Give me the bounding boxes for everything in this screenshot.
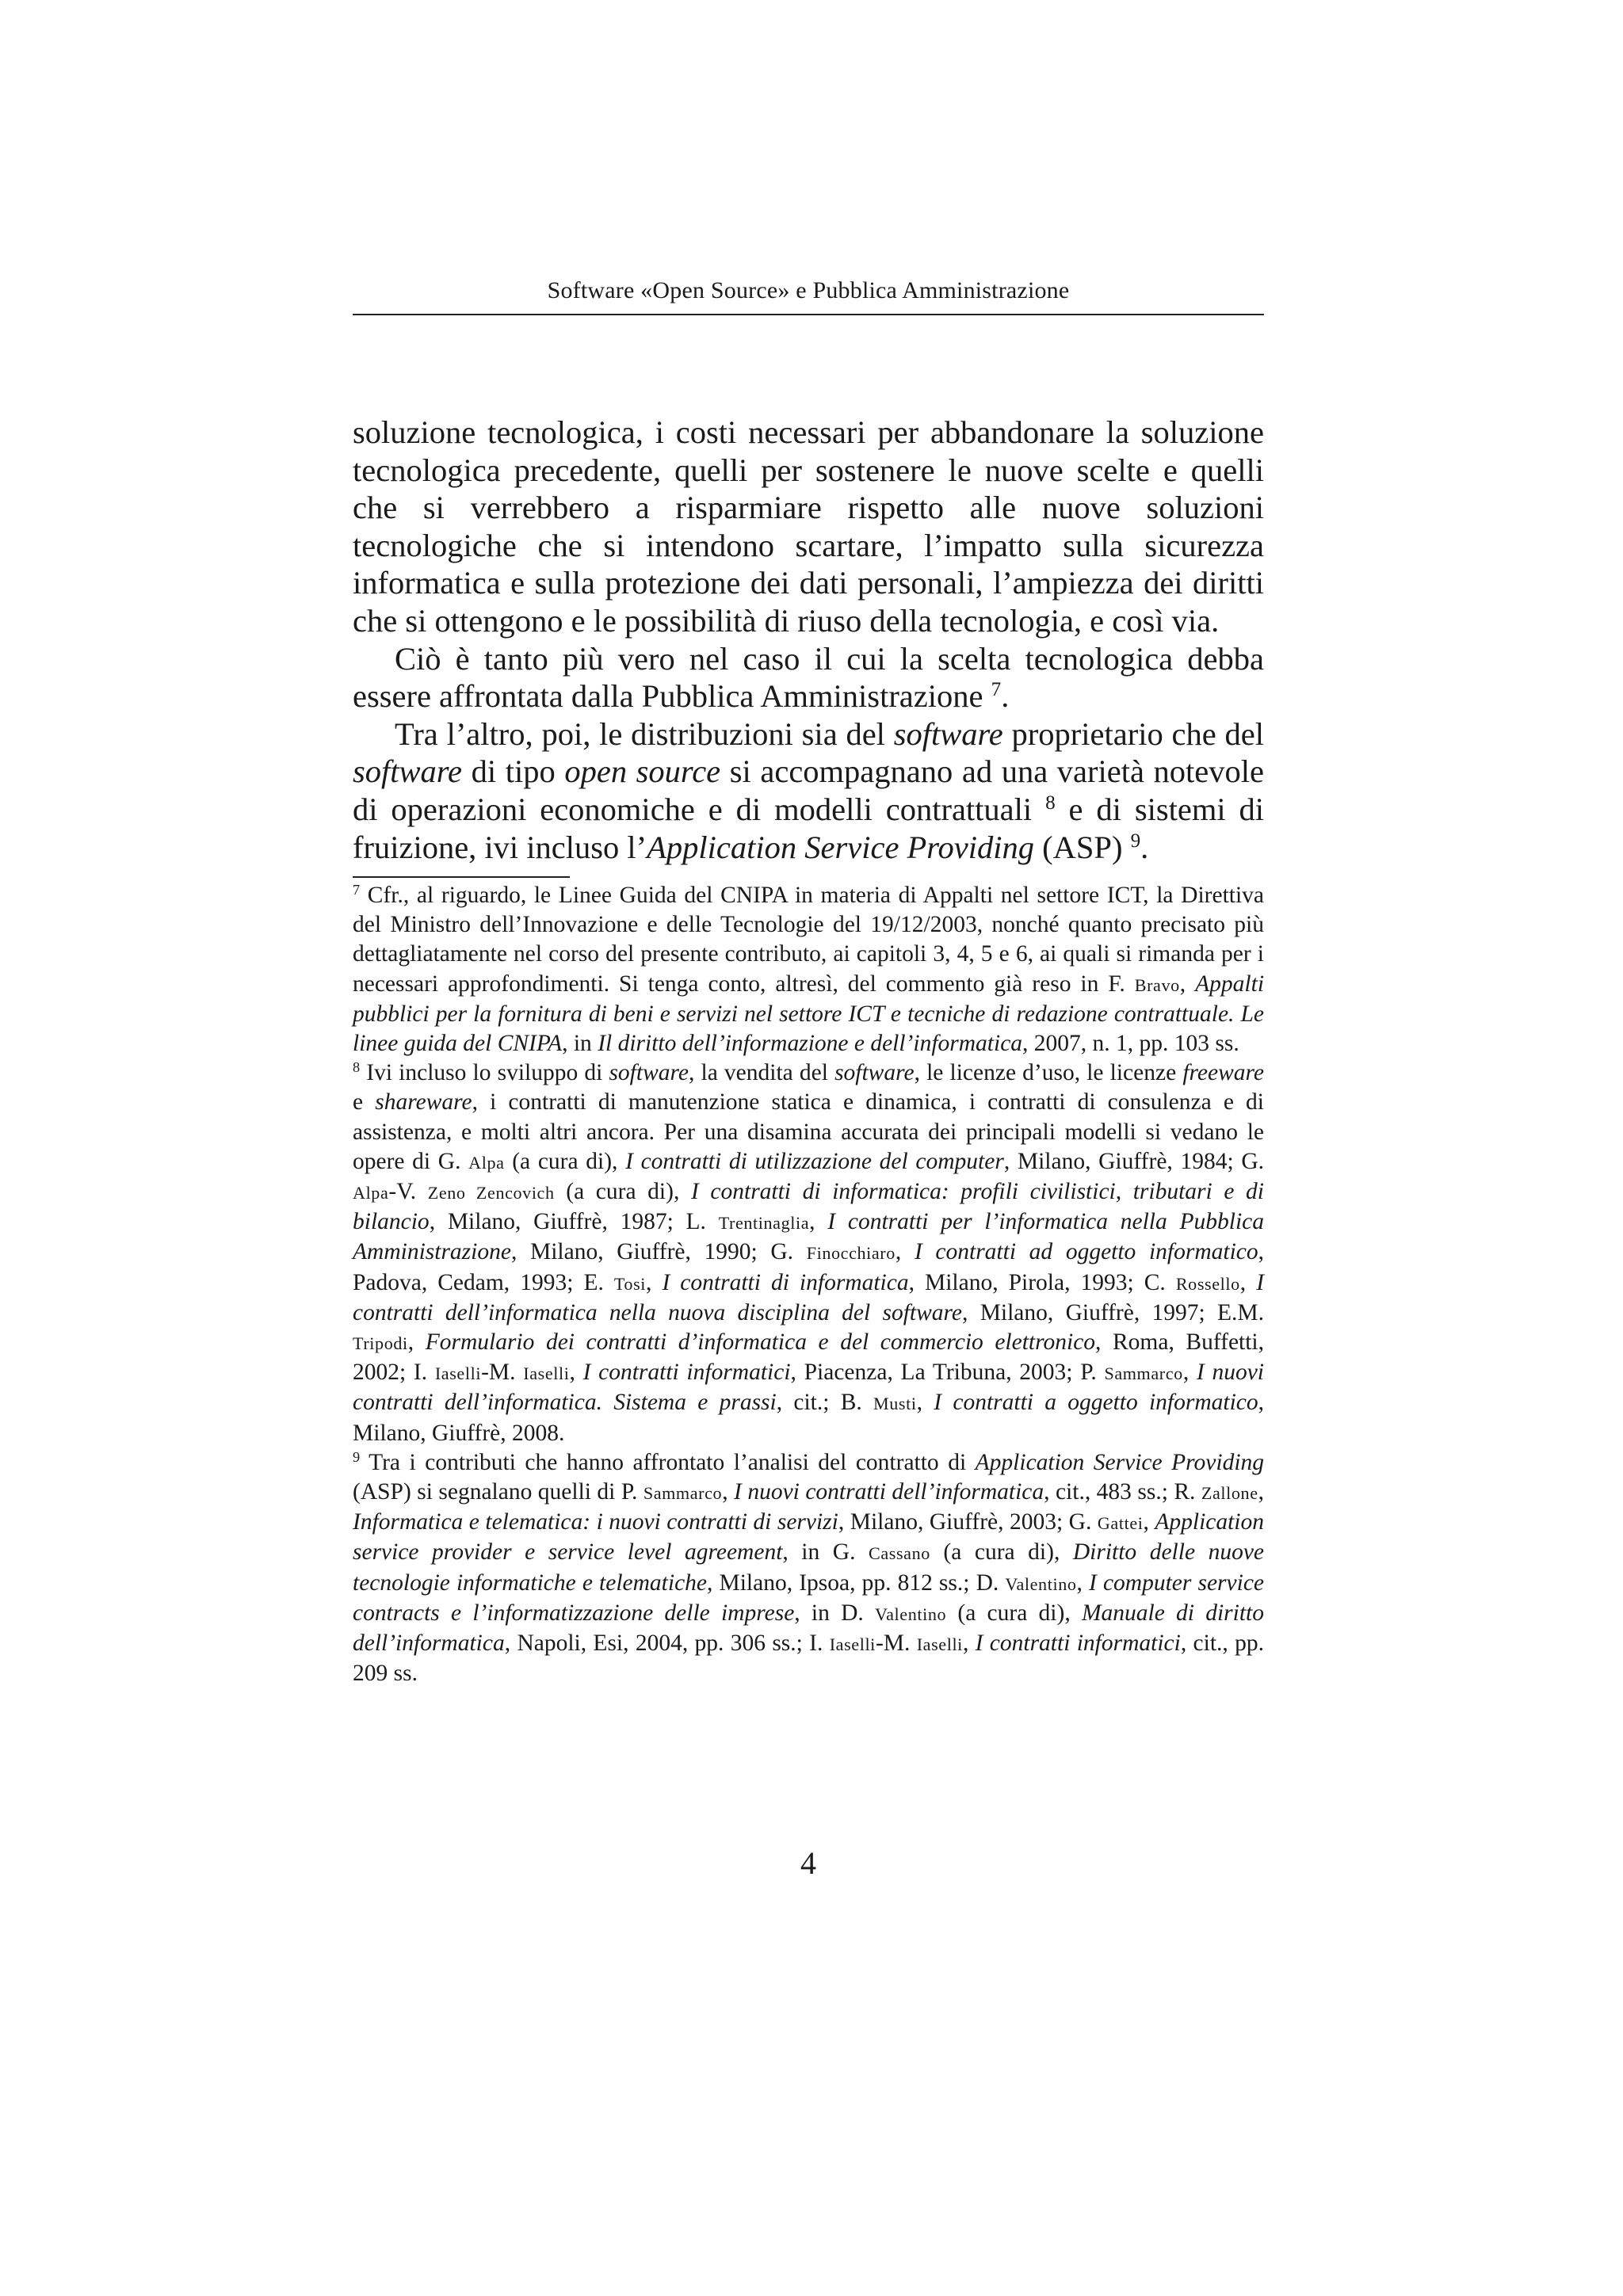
main-text	[353, 414, 1264, 866]
footnote-number-8: 8	[353, 1059, 361, 1076]
footnote-ref-7[interactable]: 7	[991, 679, 1002, 701]
paragraph-3: Tra l’altro, poi, le distribuzioni sia del software proprietario che del software di tipo open source si accompagnano ad una varietà notevole di operazioni economiche e di modelli contrattuali $^8$ e di sistemi di fruizione, ivi incluso l’Application Service Providing (ASP) $^9$.	[353, 715, 1264, 865]
footnote-separator	[353, 876, 570, 878]
header-rule	[353, 314, 1264, 315]
page-number: 4	[800, 1845, 816, 1881]
running-header: Software «Open Source» e Pubblica Amministrazione	[547, 277, 1070, 303]
paragraph-2: Ciò è tanto più vero nel caso il cui la scelta tecnologica debba essere affrontata dalla Pubblica Amministrazione $^7$.	[353, 640, 1264, 715]
footnote-ref-9[interactable]: 9	[1130, 830, 1141, 852]
footnote-9: $^9$ Tra i contributi che hanno affrontato l’analisi del contratto di Application Service Providing (ASP) si segnalano quelli di P. Sammarco, I nuovi contratti dell’informatica, cit., 483 ss.; R. Zallone, Informatica e telematica: i nuovi contratti di servizi, Milano, Giuffrè, 2003; G. Gattei, Application service provider e service level agreement, in G. Cassano (a cura di), Diritto delle nuove tecnologie informatiche e telematiche, Milano, Ipsoa, pp. 812 ss.; D. Valentino, I computer service contracts e l’informatizzazione delle imprese, in D. Valentino (a cura di), Manuale di diritto dell’informatica, Napoli, Esi, 2004, pp. 306 ss.; I. Iaselli-M. Iaselli, I contratti informatici, cit., pp. 209 ss.	[353, 1448, 1265, 1687]
footnote-7: $^7$ Cfr., al riguardo, le Linee Guida del CNIPA in materia di Appalti nel settore ICT, la Direttiva del Ministro dell’Innovazione e delle Tecnologie del 19/12/2003, nonché quanto precisato più dettagliatamente nel corso del presente contributo, ai capitoli 3, 4, 5 e 6, ai quali si rimanda per i necessari approfondimenti. Si tenga conto, altresì, del commento già reso in F. Bravo, Appalti pubblici per la fornitura di beni e servizi nel settore ICT e tecniche di redazione contrattuale. Le linee guida del CNIPA, in Il diritto dell’informazione e dell’informatica, 2007, n. 1, pp. 103 ss.	[353, 881, 1265, 1057]
footnote-ref-8[interactable]: 8	[1045, 792, 1056, 814]
footnote-number-9: 9	[353, 1448, 361, 1465]
footnote-number-7: 7	[353, 881, 361, 898]
footnotes	[353, 881, 1264, 1688]
footnote-8: $^8$ Ivi incluso lo sviluppo di software, la vendita del software, le licenze d’uso, le licenze freeware e shareware, i contratti di manutenzione statica e dinamica, i contratti di consulenza e di assistenza, e molti altri ancora. Per una disamina accurata dei principali modelli si vedano le opere di G. Alpa (a cura di), I contratti di utilizzazione del computer, Milano, Giuffrè, 1984; G. Alpa-V. Zeno Zencovich (a cura di), I contratti di informatica: profili civilistici, tributari e di bilancio, Milano, Giuffrè, 1987; L. Trentinaglia, I contratti per l’informatica nella Pubblica Amministrazione, Milano, Giuffrè, 1990; G. Finocchiaro, I contratti ad oggetto informatico, Padova, Cedam, 1993; E. Tosi, I contratti di informatica, Milano, Pirola, 1993; C. Rossello, I contratti dell’informatica nella nuova disciplina del software, Milano, Giuffrè, 1997; E.M. Tripodi, Formulario dei contratti d’informatica e del commercio elettronico, Roma, Buffetti, 2002; I. Iaselli-M. Iaselli, I contratti informatici, Piacenza, La Tribuna, 2003; P. Sammarco, I nuovi contratti dell’informatica. Sistema e prassi, cit.; B. Musti, I contratti a oggetto informatico, Milano, Giuffrè, 2008.	[353, 1059, 1265, 1446]
paragraph-1: soluzione tecnologica, i costi necessari per abbandonare la soluzione tecnologica precedente, quelli per sostenere le nuove scelte e quelli che si verrebbero a risparmiare rispetto alle nuove soluzioni tecnologiche che si intendono scartare, l’impatto sulla sicurezza informatica e sulla protezione dei dati personali, l’ampiezza dei diritti che si ottengono e le possibilità di riuso della tecnologia, e così via.	[353, 414, 1264, 639]
